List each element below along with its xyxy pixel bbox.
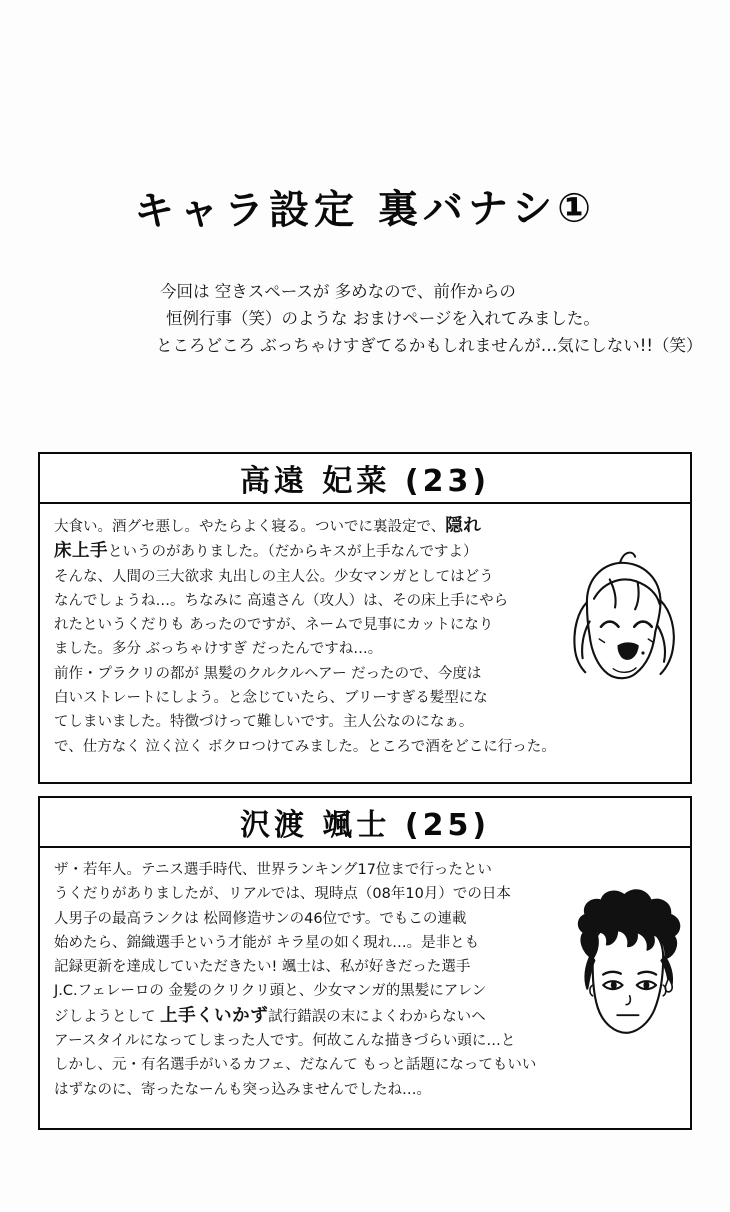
character-2-name: 沢渡 颯士 (25): [239, 808, 491, 843]
c1-line-2: 床上手というのがありました。（だからキスが上手なんですよ）: [54, 541, 478, 562]
page-title: キャラ設定 裏バナシ①: [133, 185, 597, 235]
character-2-text: [54, 858, 554, 1102]
character-2-portrait: [552, 884, 702, 1074]
c1-line-6: ました。多分 ぶっちゃけすぎ だったんですね…。: [54, 641, 383, 658]
character-1-body-box: [38, 504, 692, 784]
c1-line-7: 前作・プラクリの都が 黒髪のクルクルヘアー だったので、今度は: [54, 665, 482, 682]
c2-line-7: ジしようとして 上手くいかず試行錯誤の末によくわからないヘ: [54, 1005, 486, 1026]
c2-line-5: 記録更新を達成していただきたい! 颯士は、私が好きだった選手: [54, 959, 471, 976]
character-1-portrait: [552, 542, 692, 722]
intro-line-3: ところどころ ぶっちゃけすぎてるかもしれませんが…気にしない!!（笑）: [156, 336, 703, 355]
c2-line-10: はずなのに、寄ったなーんも突っ込みませんでしたね…。: [54, 1081, 431, 1098]
c1-line-1: 大食い。酒グセ悪し。やたらよく寝る。ついでに裏設定で、隠れ: [54, 516, 482, 536]
c2-line-8: アースタイルになってしまった人です。何故こんな描きづらい頭に…と: [54, 1033, 516, 1050]
character-1-text: [54, 514, 554, 759]
c2-line-9: しかし、元・有名選手がいるカフェ、だなんて もっと話題になってもいい: [54, 1057, 537, 1074]
c1-line-10: で、仕方なく 泣く泣く ボクロつけてみました。ところで酒をどこに行った。: [54, 738, 556, 755]
intro-line-2: 恒例行事（笑）のような おまけページを入れてみました。: [166, 309, 600, 328]
c1-line-4: なんでしょうね…。ちなみに 高遠さん（攻人）は、その床上手にやら: [54, 592, 509, 609]
c1-line-8: 白いストレートにしよう。と念じていたら、ブリーすぎる髪型にな: [54, 690, 488, 707]
c1-line-5: れたというくだりも あったのですが、ネームで見事にカットになり: [54, 617, 494, 634]
c2-line-6: J.C.フェレーロの 金髪のクリクリ頭と、少女マンガ的黒髪にアレン: [54, 983, 487, 1000]
c2-line-3: 人男子の最高ランクは 松岡修造サンの46位です。でもこの連載: [54, 910, 467, 927]
intro-line-1: 今回は 空きスペースが 多めなので、前作からの: [160, 282, 516, 301]
character-1-name-banner: [38, 452, 692, 504]
character-2-body-box: [38, 848, 692, 1130]
c2-line-4: 始めたら、錦織選手という才能が キラ星の如く現れ…。是非とも: [54, 934, 480, 951]
c2-line-2: うくだりがありましたが、リアルでは、現時点（08年10月）での日本: [54, 886, 511, 903]
c2-line-1: ザ・若年人。テニス選手時代、世界ランキング17位まで行ったとい: [54, 862, 492, 878]
c1-line-9: てしまいました。特徴づけって難しいです。主人公なのになぁ。: [54, 714, 474, 731]
c1-line-3: そんな、人間の三大欲求 丸出しの主人公。少女マンガとしてはどう: [54, 568, 494, 585]
intro-paragraph: [156, 278, 703, 359]
character-2-name-banner: [38, 796, 692, 848]
character-1-name: 高遠 妃菜 (23): [239, 464, 491, 499]
